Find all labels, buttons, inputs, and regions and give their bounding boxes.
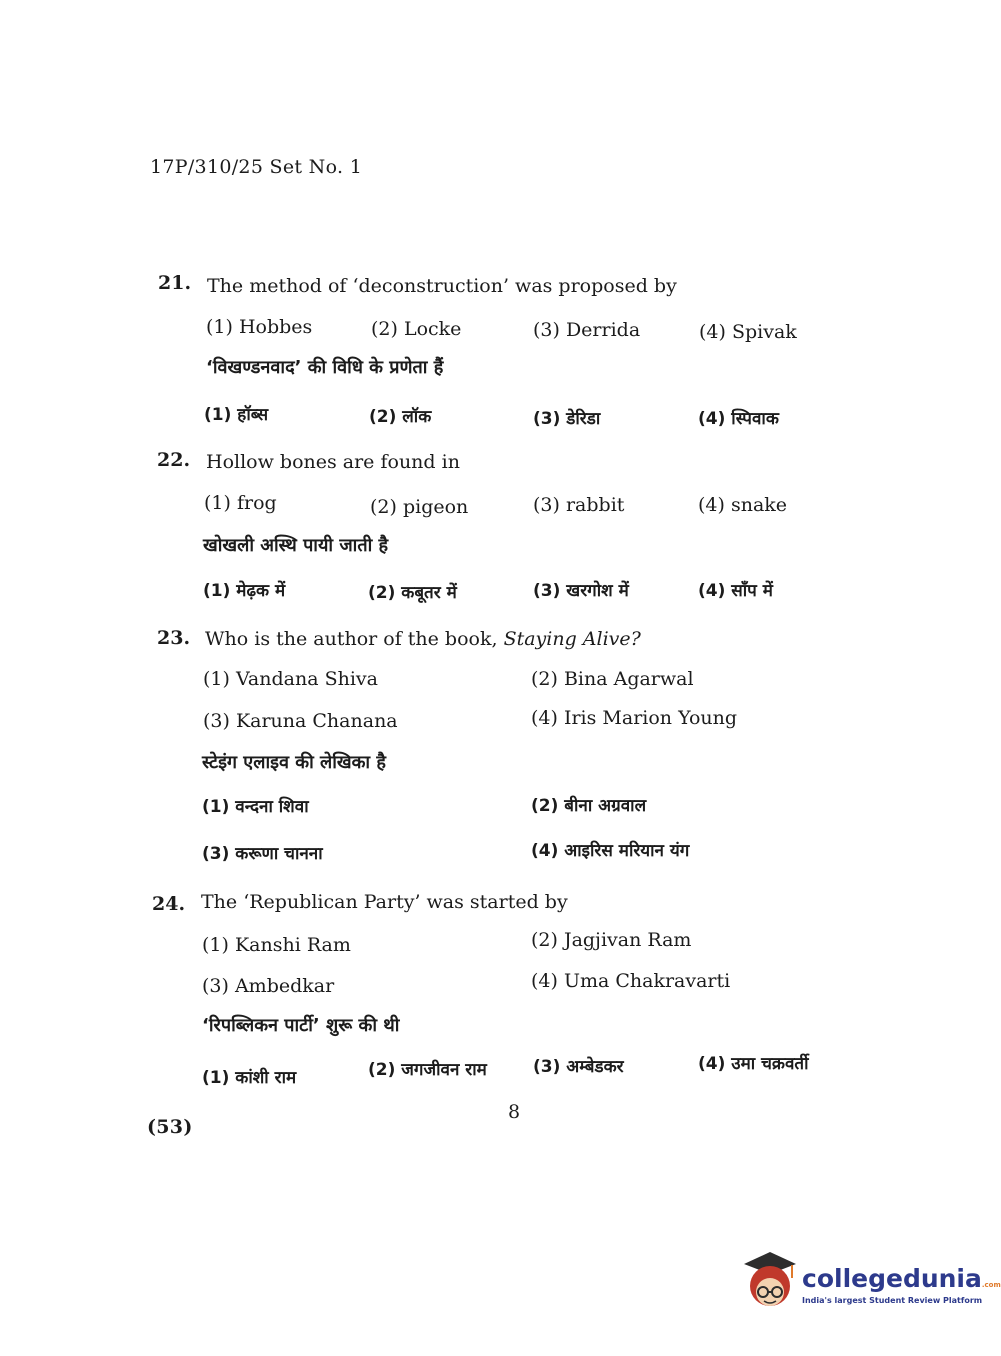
option-1: (1) Hobbes (206, 316, 313, 338)
hindi-option-4: (4) साँप में (698, 581, 773, 601)
hindi-option-4: (4) आइरिस मरियान यंग (531, 841, 690, 861)
option-3: (3) Ambedkar (202, 975, 335, 997)
option-1: (1) Kanshi Ram (202, 934, 351, 956)
hindi-option-1: (1) हॉब्स (204, 405, 269, 425)
hindi-question-text: ‘रिपब्लिकन पार्टी’ शुरू की थी (202, 1015, 400, 1036)
option-3: (3) Derrida (533, 319, 641, 341)
question-text (205, 628, 641, 650)
hindi-option-2: (2) जगजीवन राम (368, 1060, 487, 1080)
hindi-option-3: (3) डेरिडा (533, 409, 601, 429)
hindi-question-text: ‘विखण्डनवाद’ की विधि के प्रणेता हैं (206, 357, 444, 378)
book-title: Staying Alive? (503, 628, 641, 650)
hindi-option-1: (1) कांशी राम (202, 1068, 297, 1088)
option-4: (4) Spivak (699, 321, 797, 343)
hindi-option-2: (2) कबूतर में (368, 583, 457, 603)
hindi-option-3: (3) खरगोश में (533, 581, 629, 601)
paper-code: 17P/310/25 Set No. 1 (150, 156, 363, 178)
hindi-question-text: खोखली अस्थि पायी जाती है (203, 535, 389, 556)
option-2: (2) Jagjivan Ram (531, 929, 692, 951)
question-text: The method of ‘deconstruction’ was proposed by (207, 275, 677, 297)
hindi-option-4: (4) स्पिवाक (698, 409, 779, 429)
brand-name: collegedunia.com (802, 1264, 1001, 1293)
question-number: 23. (157, 627, 191, 649)
booklet-code: (53) (147, 1116, 193, 1138)
brand-tagline: India's largest Student Review Platform (802, 1296, 983, 1305)
option-4: (4) Uma Chakravarti (531, 970, 731, 992)
hindi-option-1: (1) मेढ़क में (203, 581, 286, 601)
option-2: (2) pigeon (370, 496, 469, 518)
hindi-option-1: (1) वन्दना शिवा (202, 797, 309, 817)
hindi-option-3: (3) करूणा चानना (202, 844, 323, 864)
page-number: 8 (508, 1101, 521, 1123)
option-2: (2) Locke (371, 318, 462, 340)
question-number: 21. (158, 272, 192, 294)
collegedunia-logo (740, 1250, 1001, 1314)
hindi-option-4: (4) उमा चक्रवर्ती (698, 1054, 809, 1074)
question-number: 24. (152, 893, 186, 915)
option-4: (4) Iris Marion Young (531, 707, 738, 729)
option-4: (4) snake (698, 494, 788, 516)
hindi-option-2: (2) लॉक (369, 407, 432, 427)
option-2: (2) Bina Agarwal (531, 668, 694, 690)
hindi-question-text: स्टेइंग एलाइव की लेखिका है (202, 752, 386, 773)
question-text: The ‘Republican Party’ was started by (201, 891, 568, 913)
option-3: (3) Karuna Chanana (203, 710, 398, 732)
option-3: (3) rabbit (533, 494, 625, 516)
hindi-option-2: (2) बीना अग्रवाल (531, 796, 647, 816)
option-1: (1) frog (204, 492, 277, 514)
hindi-option-3: (3) अम्बेडकर (533, 1057, 624, 1077)
question-number: 22. (157, 449, 191, 471)
question-text-main: Who is the author of the book, (205, 628, 498, 650)
question-text: Hollow bones are found in (206, 451, 460, 473)
mascot-icon (740, 1250, 800, 1314)
brand-suffix: .com (981, 1281, 1001, 1289)
option-1: (1) Vandana Shiva (203, 668, 378, 690)
